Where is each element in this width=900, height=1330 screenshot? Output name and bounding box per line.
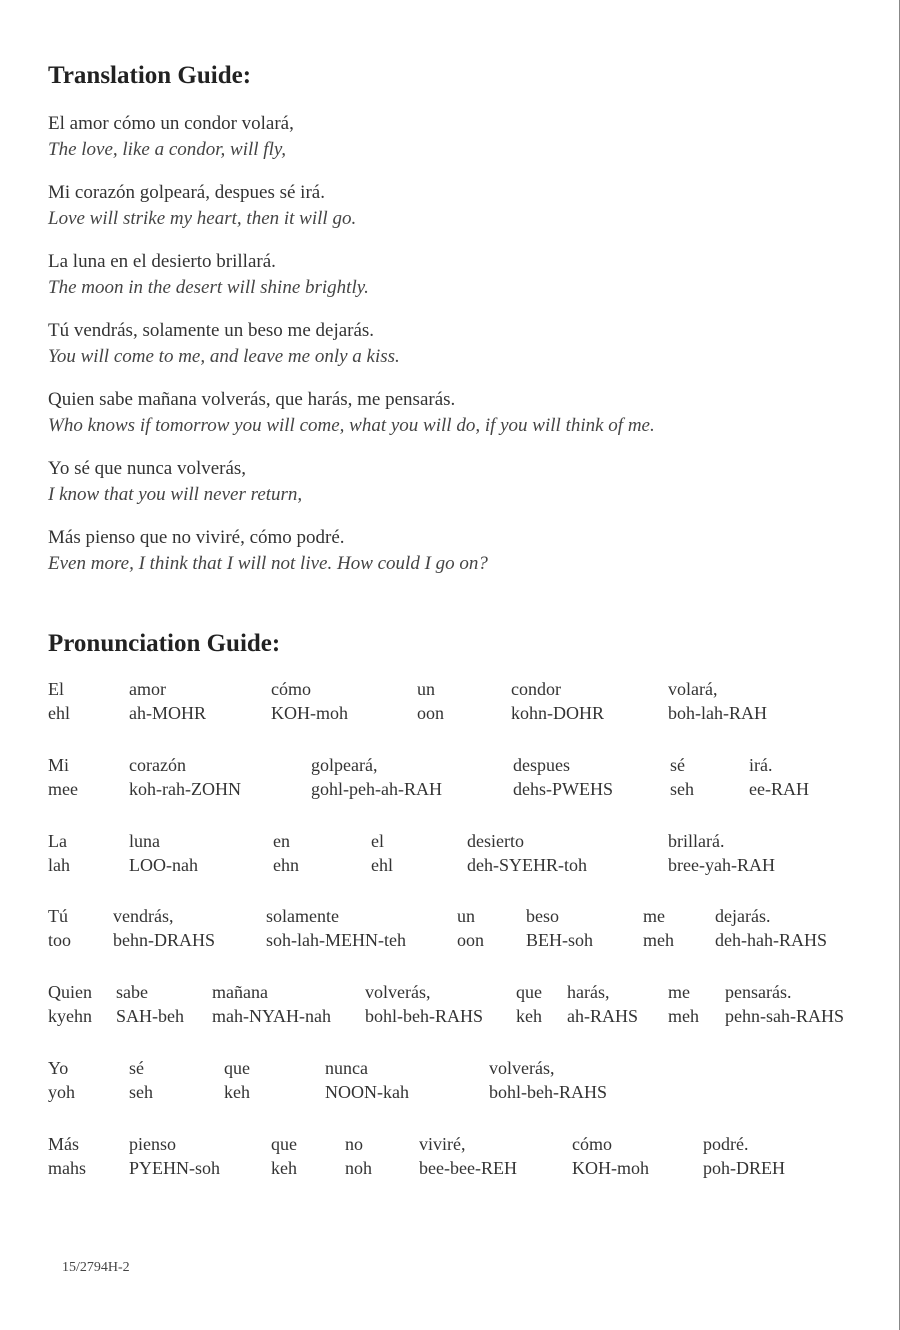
pronunciation-word (266, 904, 406, 952)
spanish-word: desierto (467, 831, 524, 851)
pronunciation-row (0, 829, 900, 879)
pronunciation-word (113, 904, 215, 952)
phonetic: KOH-moh (271, 703, 348, 723)
pronunciation-word (273, 829, 299, 877)
phonetic: pehn-sah-RAHS (725, 1006, 844, 1026)
pronunciation-word (725, 980, 844, 1028)
phonetic: SAH-beh (116, 1006, 184, 1026)
pronunciation-word (129, 1132, 220, 1180)
pronunciation-word (345, 1132, 372, 1180)
pronunciation-word (116, 980, 184, 1028)
pronunciation-word (48, 753, 78, 801)
pronunciation-row (0, 904, 900, 954)
phonetic: mah-NYAH-nah (212, 1006, 331, 1026)
phonetic: kohn-DOHR (511, 703, 604, 723)
phonetic: KOH-moh (572, 1158, 649, 1178)
pronunciation-word (48, 677, 70, 725)
spanish-line: La luna en el desierto brillará. (48, 251, 276, 272)
pronunciation-word (467, 829, 587, 877)
phonetic: keh (516, 1006, 542, 1026)
phonetic: kyehn (48, 1006, 92, 1026)
spanish-word: pensarás. (725, 982, 792, 1002)
phonetic: seh (670, 779, 694, 799)
pronunciation-word (271, 677, 348, 725)
phonetic: meh (668, 1006, 699, 1026)
spanish-word: Tú (48, 906, 68, 926)
spanish-word: volverás, (365, 982, 431, 1002)
spanish-word: nunca (325, 1058, 368, 1078)
pronunciation-word (325, 1056, 409, 1104)
spanish-word: un (417, 679, 435, 699)
phonetic: bohl-beh-RAHS (365, 1006, 483, 1026)
translation-stanza (48, 249, 369, 301)
spanish-word: beso (526, 906, 559, 926)
spanish-word: que (224, 1058, 250, 1078)
phonetic: keh (271, 1158, 297, 1178)
pronunciation-word (749, 753, 809, 801)
pronunciation-word (715, 904, 827, 952)
pronunciation-word (129, 677, 206, 725)
spanish-word: cómo (572, 1134, 612, 1154)
spanish-word: harás, (567, 982, 610, 1002)
pronunciation-word (572, 1132, 649, 1180)
pronunciation-word (129, 753, 241, 801)
pronunciation-word (417, 677, 444, 725)
pronunciation-word (567, 980, 638, 1028)
phonetic: NOON-kah (325, 1082, 409, 1102)
translation-stanza (48, 456, 302, 508)
spanish-word: volará, (668, 679, 718, 699)
pronunciation-word (668, 677, 767, 725)
spanish-word: dejarás. (715, 906, 771, 926)
phonetic: PYEHN-soh (129, 1158, 221, 1178)
phonetic: mahs (48, 1158, 86, 1178)
pronunciation-row (0, 980, 900, 1030)
pronunciation-word (513, 753, 613, 801)
phonetic: ehl (48, 703, 70, 723)
english-line: The moon in the desert will shine brightly. (48, 277, 369, 298)
english-line: Who knows if tomorrow you will come, what you will do, if you will think of me. (48, 415, 655, 436)
pronunciation-word (526, 904, 593, 952)
spanish-word: no (345, 1134, 363, 1154)
phonetic: ehl (371, 855, 393, 875)
phonetic: ehn (273, 855, 299, 875)
english-line: Love will strike my heart, then it will go. (48, 208, 357, 229)
translation-stanza (48, 318, 400, 370)
phonetic: dehs-PWEHS (513, 779, 613, 799)
english-line: The love, like a condor, will fly, (48, 139, 286, 160)
spanish-line: Yo sé que nunca volverás, (48, 458, 247, 479)
spanish-word: volverás, (489, 1058, 555, 1078)
phonetic: BEH-soh (526, 930, 593, 950)
phonetic: behn-DRAHS (113, 930, 215, 950)
translation-stanza (48, 525, 488, 577)
spanish-word: luna (129, 831, 160, 851)
phonetic: ee-RAH (749, 779, 809, 799)
pronunciation-word (48, 904, 71, 952)
phonetic: ah-MOHR (129, 703, 206, 723)
pronunciation-word (668, 829, 775, 877)
phonetic: gohl-peh-ah-RAH (311, 779, 442, 799)
spanish-word: que (271, 1134, 297, 1154)
spanish-word: mañana (212, 982, 268, 1002)
spanish-word: Más (48, 1134, 79, 1154)
spanish-word: corazón (129, 755, 186, 775)
pronunciation-word (48, 1056, 75, 1104)
phonetic: meh (643, 930, 674, 950)
phonetic: noh (345, 1158, 372, 1178)
phonetic: ah-RAHS (567, 1006, 638, 1026)
spanish-word: solamente (266, 906, 339, 926)
spanish-word: Yo (48, 1058, 69, 1078)
english-line: You will come to me, and leave me only a kiss. (48, 346, 400, 367)
pronunciation-row (0, 677, 900, 727)
pronunciation-word (489, 1056, 607, 1104)
spanish-word: que (516, 982, 542, 1002)
phonetic: soh-lah-MEHN-teh (266, 930, 406, 950)
pronunciation-word (48, 980, 92, 1028)
pronunciation-word (670, 753, 694, 801)
pronunciation-word (271, 1132, 297, 1180)
spanish-word: un (457, 906, 475, 926)
pronunciation-word (457, 904, 484, 952)
spanish-line: Mi corazón golpeará, despues sé irá. (48, 182, 325, 203)
phonetic: deh-hah-RAHS (715, 930, 827, 950)
phonetic: seh (129, 1082, 153, 1102)
spanish-word: brillará. (668, 831, 725, 851)
pronunciation-word (212, 980, 331, 1028)
phonetic: yoh (48, 1082, 75, 1102)
pronunciation-row (0, 753, 900, 803)
phonetic: bree-yah-RAH (668, 855, 775, 875)
spanish-line: Más pienso que no viviré, cómo podré. (48, 527, 345, 548)
pronunciation-word (516, 980, 542, 1028)
phonetic: koh-rah-ZOHN (129, 779, 241, 799)
pronunciation-word (703, 1132, 785, 1180)
phonetic: too (48, 930, 72, 950)
pronunciation-word (48, 1132, 86, 1180)
pronunciation-row (0, 1056, 900, 1106)
spanish-word: me (668, 982, 690, 1002)
spanish-word: amor (129, 679, 166, 699)
phonetic: mee (48, 779, 78, 799)
spanish-word: Quien (48, 982, 92, 1002)
pronunciation-word (668, 980, 699, 1028)
pronunciation-word (311, 753, 442, 801)
spanish-word: sé (129, 1058, 144, 1078)
spanish-word: despues (513, 755, 570, 775)
pronunciation-word (365, 980, 483, 1028)
spanish-word: en (273, 831, 290, 851)
spanish-line: Tú vendrás, solamente un beso me dejarás. (48, 320, 375, 341)
translation-stanza (48, 387, 655, 439)
phonetic: lah (48, 855, 70, 875)
phonetic: keh (224, 1082, 250, 1102)
spanish-line: Quien sabe mañana volverás, que harás, me pensarás. (48, 389, 456, 410)
spanish-word: Mi (48, 755, 70, 775)
spanish-word: golpeará, (311, 755, 378, 775)
spanish-line: El amor cómo un condor volará, (48, 113, 294, 134)
phonetic: LOO-nah (129, 855, 198, 875)
phonetic: oon (457, 930, 484, 950)
spanish-word: La (48, 831, 67, 851)
spanish-word: viviré, (419, 1134, 466, 1154)
phonetic: bee-bee-REH (419, 1158, 517, 1178)
pronunciation-word (224, 1056, 250, 1104)
phonetic: oon (417, 703, 444, 723)
spanish-word: El (48, 679, 64, 699)
spanish-word: pienso (129, 1134, 176, 1154)
pronunciation-word (129, 1056, 153, 1104)
pronunciation-word (643, 904, 674, 952)
spanish-word: condor (511, 679, 561, 699)
pronunciation-word (48, 829, 70, 877)
spanish-word: sabe (116, 982, 148, 1002)
english-line: I know that you will never return, (48, 484, 303, 505)
spanish-word: irá. (749, 755, 773, 775)
spanish-word: el (371, 831, 384, 851)
pronunciation-word (511, 677, 604, 725)
translation-stanza (48, 180, 356, 232)
pronunciation-word (371, 829, 393, 877)
pronunciation-word (419, 1132, 517, 1180)
spanish-word: vendrás, (113, 906, 174, 926)
phonetic: poh-DREH (703, 1158, 785, 1178)
translation-stanza (48, 111, 294, 163)
phonetic: bohl-beh-RAHS (489, 1082, 607, 1102)
phonetic: boh-lah-RAH (668, 703, 767, 723)
translation-guide-title: Translation Guide: (48, 62, 252, 89)
page-code: 15/2794H-2 (62, 1260, 130, 1275)
spanish-word: podré. (703, 1134, 749, 1154)
english-line: Even more, I think that I will not live. How could I go on? (48, 553, 488, 574)
phonetic: deh-SYEHR-toh (467, 855, 587, 875)
spanish-word: sé (670, 755, 685, 775)
pronunciation-word (129, 829, 198, 877)
pronunciation-guide-title: Pronunciation Guide: (48, 630, 281, 657)
spanish-word: cómo (271, 679, 311, 699)
spanish-word: me (643, 906, 665, 926)
pronunciation-row (0, 1132, 900, 1182)
